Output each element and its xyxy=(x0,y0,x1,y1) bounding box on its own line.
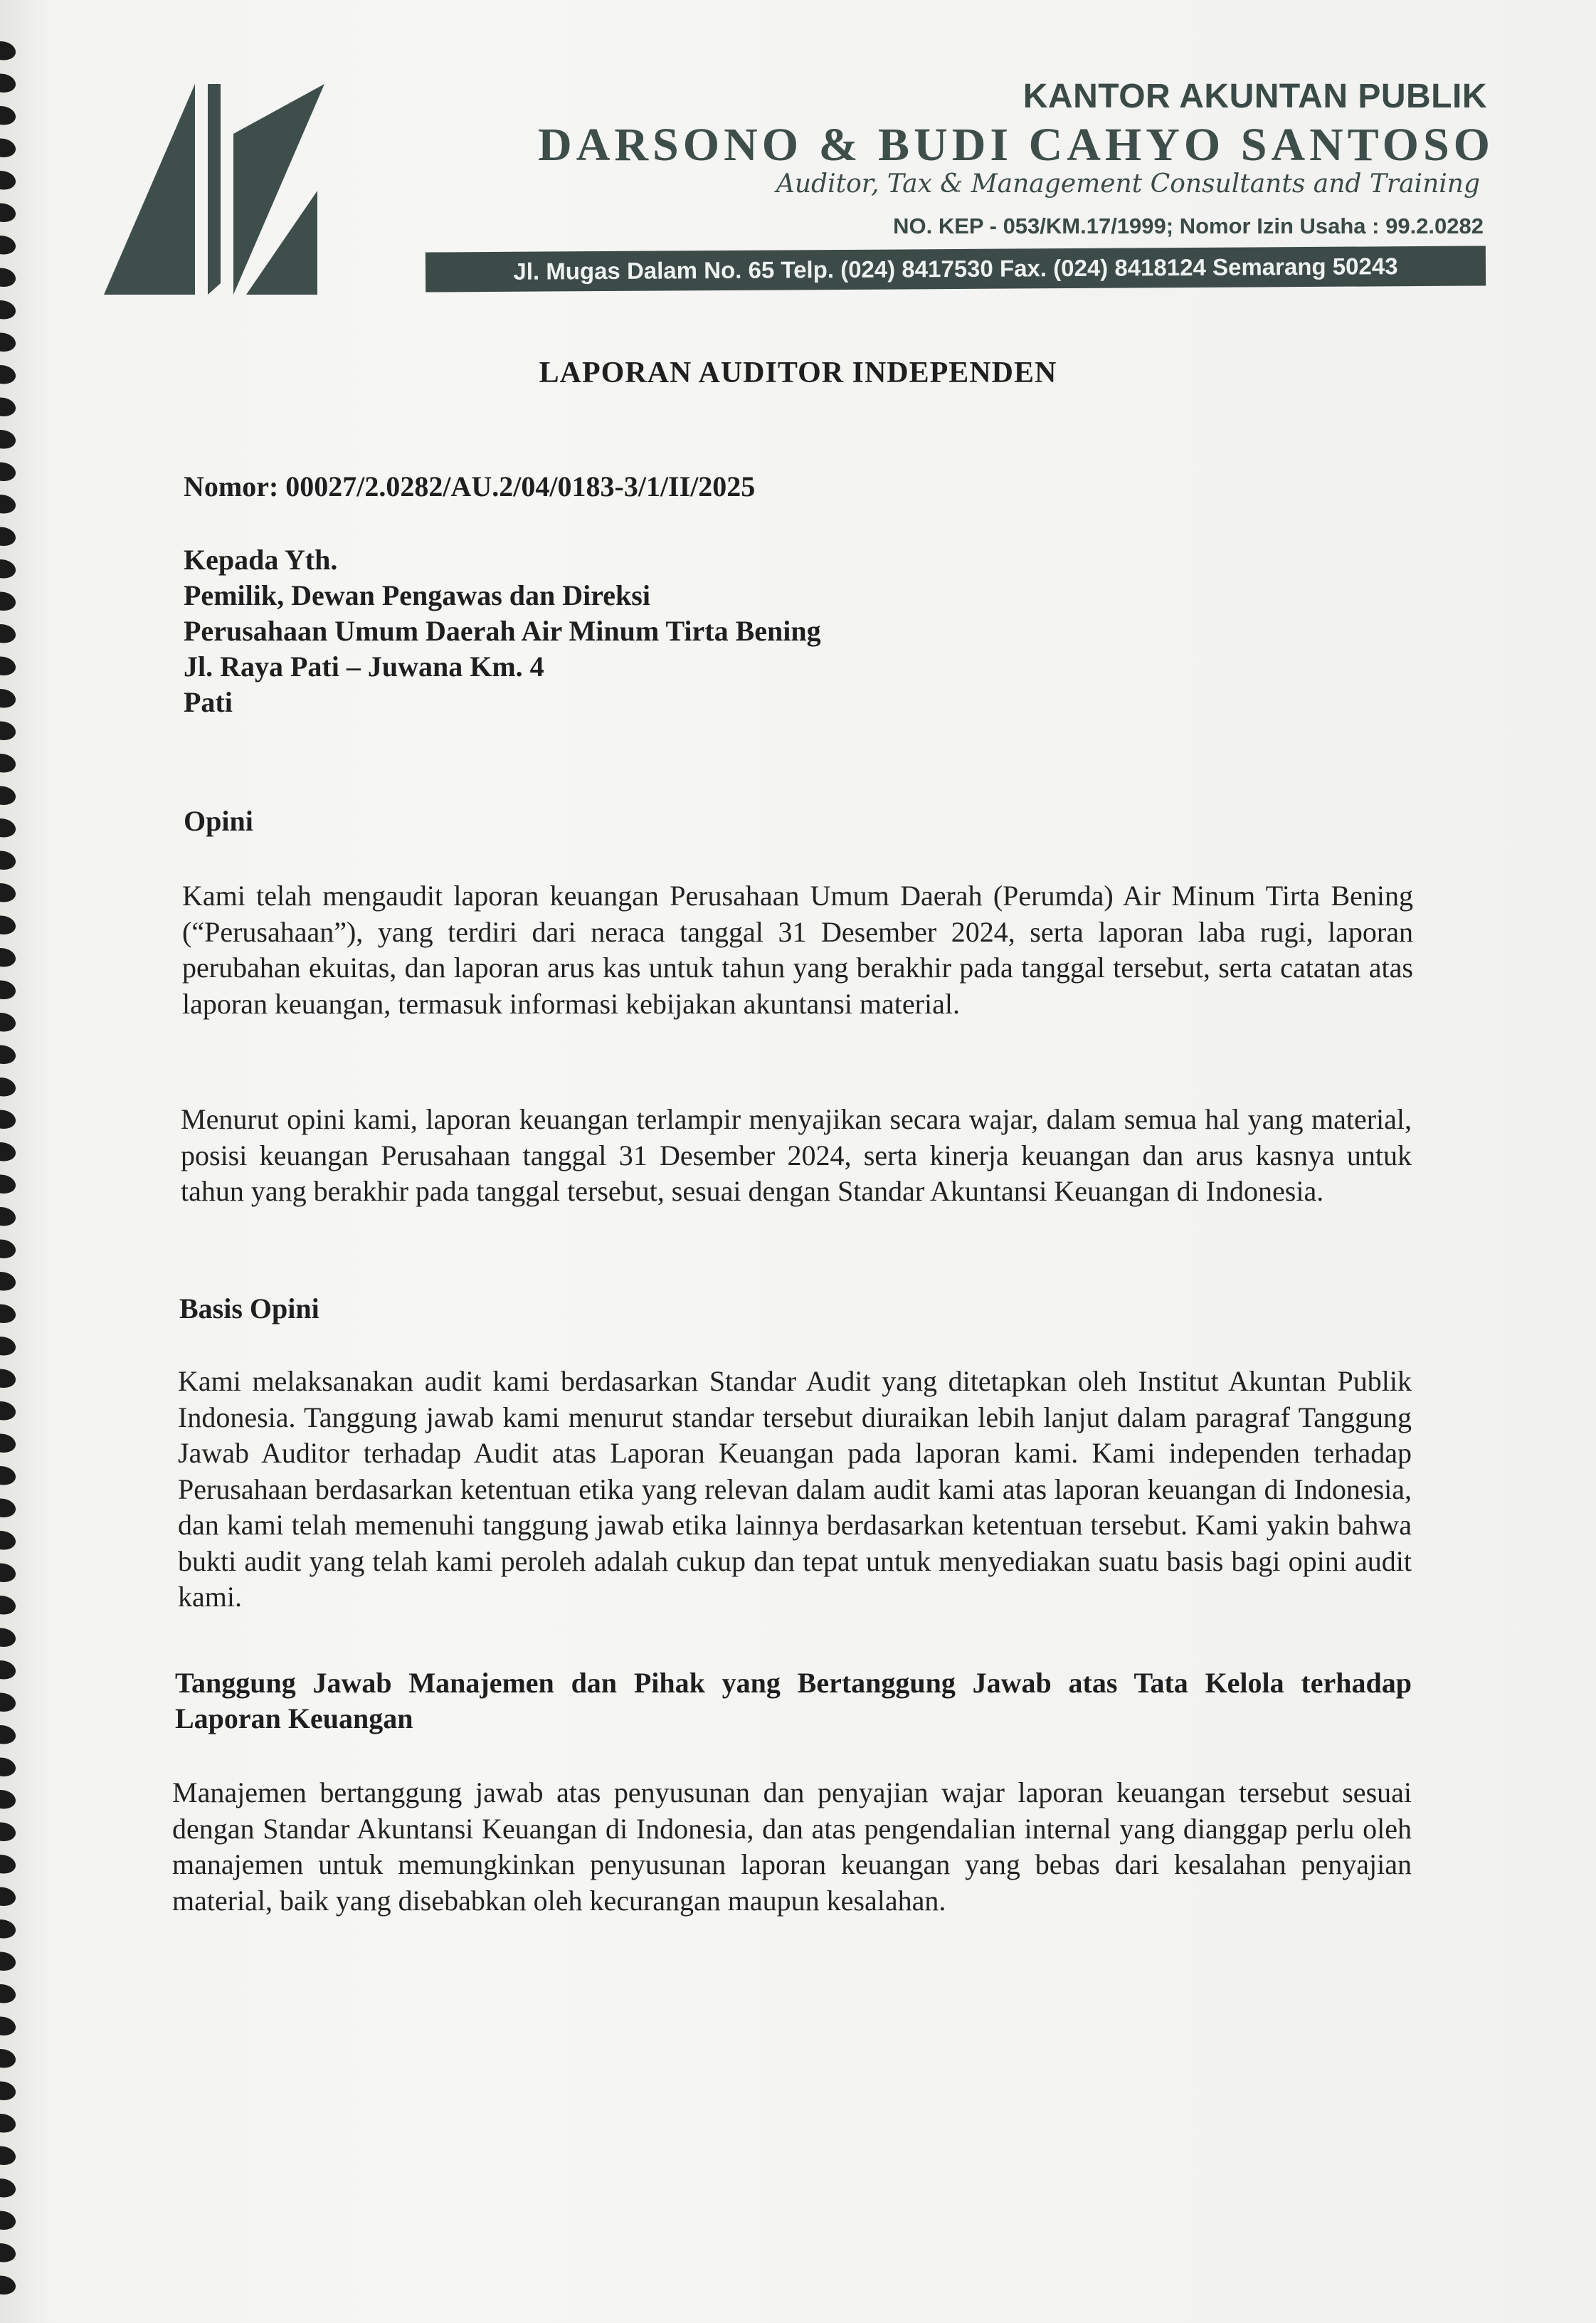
binding-hole xyxy=(0,1337,16,1355)
binding-hole xyxy=(0,495,16,513)
binding-hole xyxy=(0,1078,16,1096)
binding-hole xyxy=(0,948,16,966)
binding-hole xyxy=(0,41,16,60)
binding-hole xyxy=(0,1305,16,1323)
binding-hole xyxy=(0,2049,16,2067)
binding-hole xyxy=(0,1823,16,1841)
spiral-binding xyxy=(0,0,28,2323)
binding-hole xyxy=(0,1564,16,1582)
binding-hole xyxy=(0,1531,16,1549)
binding-hole xyxy=(0,1855,16,1873)
binding-hole xyxy=(0,851,16,870)
binding-hole xyxy=(0,1919,16,1938)
binding-hole xyxy=(0,1110,16,1129)
recipient-city: Pati xyxy=(184,686,233,718)
firm-logo xyxy=(104,84,324,297)
document-title: LAPORAN AUDITOR INDEPENDEN xyxy=(539,357,1057,389)
binding-hole xyxy=(0,689,16,707)
binding-hole xyxy=(0,592,16,611)
binding-hole xyxy=(0,2211,16,2230)
paragraph-tanggung-jawab-manajemen: Manajemen bertanggung jawab atas penyusunan dan penyajian wajar laporan keuangan tersebut sesuai dengan Standar Akuntansi Keuangan di Indonesia, dan atas pengendalian internal yang dianggap perlu oleh manajemen untuk memungkinkan penyusunan laporan keuangan yang bebas dari kesalahan penyajian material, baik yang disebabkan oleh kecurangan maupun kesalahan. xyxy=(172,1776,1412,1917)
recipient-street: Jl. Raya Pati – Juwana Km. 4 xyxy=(184,650,544,683)
binding-hole xyxy=(0,106,16,125)
binding-holes-graphic xyxy=(0,0,28,2323)
binding-hole xyxy=(0,2146,16,2165)
binding-hole xyxy=(0,2243,16,2262)
binding-hole xyxy=(0,1887,16,1906)
binding-hole xyxy=(0,2082,16,2100)
binding-hole xyxy=(0,1499,16,1517)
binding-hole xyxy=(0,268,16,287)
binding-hole xyxy=(0,1142,16,1161)
binding-hole xyxy=(0,624,16,643)
binding-hole xyxy=(0,1434,16,1453)
firm-logo-icon xyxy=(104,84,324,297)
binding-hole xyxy=(0,2179,16,2197)
binding-hole xyxy=(0,818,16,837)
binding-hole xyxy=(0,204,16,222)
binding-hole xyxy=(0,463,16,481)
section-heading-basis-opini: Basis Opini xyxy=(179,1292,319,1324)
recipient-salutation: Kepada Yth. xyxy=(184,544,338,576)
binding-hole xyxy=(0,883,16,902)
binding-hole xyxy=(0,1758,16,1776)
binding-hole xyxy=(0,1240,16,1258)
binding-hole xyxy=(0,981,16,999)
binding-hole xyxy=(0,1660,16,1679)
section-heading-opini: Opini xyxy=(184,805,253,837)
binding-hole xyxy=(0,1401,16,1420)
firm-type: KANTOR AKUNTAN PUBLIK xyxy=(1022,78,1487,115)
binding-hole xyxy=(0,916,16,934)
binding-hole xyxy=(0,2017,16,2035)
section-heading-tanggung-jawab-manajemen: Tanggung Jawab Manajemen dan Pihak yang Bertanggung Jawab atas Tata Kelola terhadap Laporan Keuangan xyxy=(175,1667,1412,1734)
binding-hole xyxy=(0,2276,16,2295)
binding-hole xyxy=(0,333,16,352)
paragraph-opini-1: Kami telah mengaudit laporan keuangan Perusahaan Umum Daerah (Perumda) Air Minum Tirta Bening (“Perusahaan”), yang terdiri dari neraca tanggal 31 Desember 2024, serta laporan laba rugi, laporan perubahan ekuitas, dan laporan arus kas untuk tahun yang berakhir pada tanggal tersebut, serta catatan atas laporan keuangan, termasuk informasi kebijakan akuntansi material. xyxy=(182,880,1413,1020)
binding-hole xyxy=(0,430,16,448)
paragraph-basis-opini: Kami melaksanakan audit kami berdasarkan Standar Audit yang ditetapkan oleh Institut Akuntan Publik Indonesia. Tanggung jawab kami menurut standar tersebut diuraikan lebih lanjut dalam paragraf Tanggung Jawab Auditor terhadap Audit atas Laporan Keuangan pada laporan kami. Kami independen terhadap Perusahaan berdasarkan ketentuan etika yang relevan dalam audit kami atas laporan keuangan di Indonesia, dan kami telah memenuhi tanggung jawab etika lainnya berdasarkan ketentuan tersebut. Kami yakin bahwa bukti audit yang telah kami peroleh adalah cukup dan tepat untuk menyediakan suatu basis bagi opini audit kami. xyxy=(178,1365,1412,1613)
recipient-company: Perusahaan Umum Daerah Air Minum Tirta Bening xyxy=(184,615,821,647)
binding-hole xyxy=(0,1952,16,1971)
binding-hole xyxy=(0,1013,16,1031)
binding-hole xyxy=(0,754,16,772)
binding-hole xyxy=(0,2114,16,2132)
firm-license-number: NO. KEP - 053/KM.17/1999; Nomor Izin Usaha : 99.2.0282 xyxy=(893,214,1484,238)
binding-hole xyxy=(0,722,16,740)
binding-hole xyxy=(0,657,16,675)
binding-hole xyxy=(0,1207,16,1226)
firm-name: DARSONO & BUDI CAHYO SANTOSO xyxy=(538,119,1494,171)
binding-hole xyxy=(0,171,16,189)
document-number: Nomor: 00027/2.0282/AU.2/04/0183-3/1/II/2025 xyxy=(184,470,756,502)
binding-hole xyxy=(0,1725,16,1744)
binding-hole xyxy=(0,1984,16,2003)
binding-hole xyxy=(0,1628,16,1647)
binding-hole xyxy=(0,1466,16,1485)
binding-hole xyxy=(0,1175,16,1194)
binding-hole xyxy=(0,559,16,578)
binding-hole xyxy=(0,300,16,319)
binding-hole xyxy=(0,1272,16,1290)
binding-hole xyxy=(0,527,16,546)
binding-hole xyxy=(0,1369,16,1388)
binding-hole xyxy=(0,74,16,93)
firm-tagline: Auditor, Tax & Management Consultants and Training xyxy=(776,169,1480,199)
binding-hole xyxy=(0,1790,16,1808)
binding-hole xyxy=(0,139,16,157)
binding-hole xyxy=(0,786,16,805)
recipient-addressee: Pemilik, Dewan Pengawas dan Direksi xyxy=(184,579,650,611)
binding-hole xyxy=(0,1045,16,1064)
binding-hole xyxy=(0,398,16,416)
firm-address-bar: Jl. Mugas Dalam No. 65 Telp. (024) 8417530 Fax. (024) 8418124 Semarang 50243 xyxy=(426,246,1486,292)
binding-hole xyxy=(0,1693,16,1712)
binding-hole xyxy=(0,1596,16,1614)
recipient-block xyxy=(184,542,821,720)
binding-hole xyxy=(0,236,16,254)
paragraph-opini-2: Menurut opini kami, laporan keuangan terlampir menyajikan secara wajar, dalam semua hal yang material, posisi keuangan Perusahaan tanggal 31 Desember 2024, serta kinerja keuangan dan arus kasnya untuk tahun yang berakhir pada tanggal tersebut, sesuai dengan Standar Akuntansi Keuangan di Indonesia. xyxy=(181,1103,1412,1207)
